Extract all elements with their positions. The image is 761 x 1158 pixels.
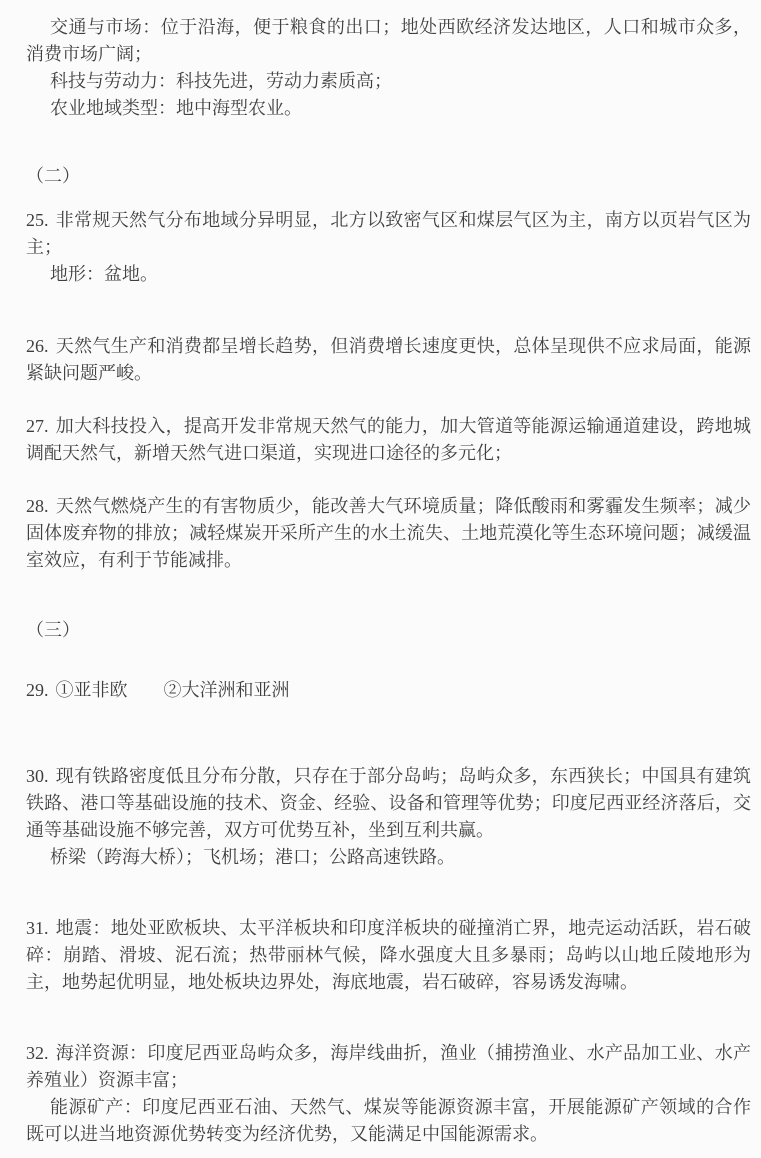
section-two-label: （二）: [26, 166, 80, 186]
question-25-number: 25.: [26, 210, 49, 230]
question-32-text: 海洋资源：印度尼西亚岛屿众多，海岸线曲折，渔业（捕捞渔业、水产品加工业、水产养殖业）资源丰富；: [26, 1043, 751, 1090]
question-29-number: 29.: [26, 680, 49, 700]
question-27-paragraph: [26, 413, 751, 467]
question-30-number: 30.: [26, 766, 49, 786]
question-30-paragraph: [26, 763, 751, 844]
answer-line-tech-labor: 科技与劳动力：科技先进，劳动力素质高；: [50, 71, 392, 91]
question-31-number: 31.: [26, 918, 49, 938]
question-28-text: 天然气燃烧产生的有害物质少，能改善大气环境质量；降低酸雨和雾霾发生频率；减少固体废弃物的排放；减轻煤炭开采所产生的水土流失、土地荒漠化等生态环境问题；减缓温室效应，有利于节能减排。: [26, 496, 751, 570]
question-25-text: 非常规天然气分布地域分异明显，北方以致密气区和煤层气区为主，南方以页岩气区为主；: [26, 210, 751, 257]
question-27: [26, 413, 751, 467]
question-29-paragraph: [26, 677, 751, 704]
question-31: [26, 915, 751, 996]
question-26-number: 26.: [26, 336, 49, 356]
question-28: [26, 493, 751, 574]
question-31-paragraph: [26, 915, 751, 996]
question-28-number: 28.: [26, 496, 49, 516]
answer-line-transport-market: 交通与市场：位于沿海，便于粮食的出口；地处西欧经济发达地区，人口和城市众多，消费市场广阔；: [26, 17, 751, 64]
question-26-paragraph: [26, 333, 751, 387]
section-three-label: （三）: [26, 620, 80, 640]
question-27-number: 27.: [26, 416, 49, 436]
question-32-paragraph: [26, 1040, 751, 1094]
question-31-text: 地震：地处亚欧板块、太平洋板块和印度洋板块的碰撞消亡界，地壳运动活跃，岩石破碎：崩踏、滑坡、泥石流；热带丽林气候，降水强度大且多暴雨；岛屿以山地丘陵地形为主，地势起优明显，地处板块边界处，海底地震，岩石破碎，容易诱发海啸。: [26, 918, 751, 992]
question-30: [26, 763, 751, 871]
answer-line-agriculture-type: 农业地域类型：地中海型农业。: [50, 98, 302, 118]
question-26-text: 天然气生产和消费都呈增长趋势，但消费增长速度更快，总体呈现供不应求局面，能源紧缺问题严峻。: [26, 336, 751, 383]
question-30-subline: 桥梁（跨海大桥）；飞机场；港口；公路高速铁路。: [50, 847, 455, 867]
question-28-paragraph: [26, 493, 751, 574]
question-29-text: ①亚非欧 ②大洋洲和亚洲: [55, 680, 290, 700]
question-32-subline: 能源矿产：印度尼西亚石油、天然气、煤炭等能源资源丰富，开展能源矿产领域的合作既可以进当地资源优势转变为经济优势，又能满足中国能源需求。: [26, 1097, 751, 1144]
question-26: [26, 333, 751, 387]
question-32: [26, 1040, 751, 1148]
question-25: [26, 207, 751, 288]
question-27-text: 加大科技投入，提高开发非常规天然气的能力，加大管道等能源运输通道建设，跨地城调配天然气，新增天然气进口渠道，实现进口途径的多元化；: [26, 416, 751, 463]
question-25-subline: 地形：盆地。: [50, 264, 158, 284]
question-32-number: 32.: [26, 1043, 49, 1063]
question-30-text: 现有铁路密度低且分布分散，只存在于部分岛屿；岛屿众多，东西狭长；中国具有建筑铁路、港口等基础设施的技术、资金、经验、设备和管理等优势；印度尼西亚经济落后，交通等基础设施不够完善，双方可优势互补，坐到互利共赢。: [26, 766, 751, 840]
question-29: [26, 677, 751, 704]
question-25-paragraph: [26, 207, 751, 261]
